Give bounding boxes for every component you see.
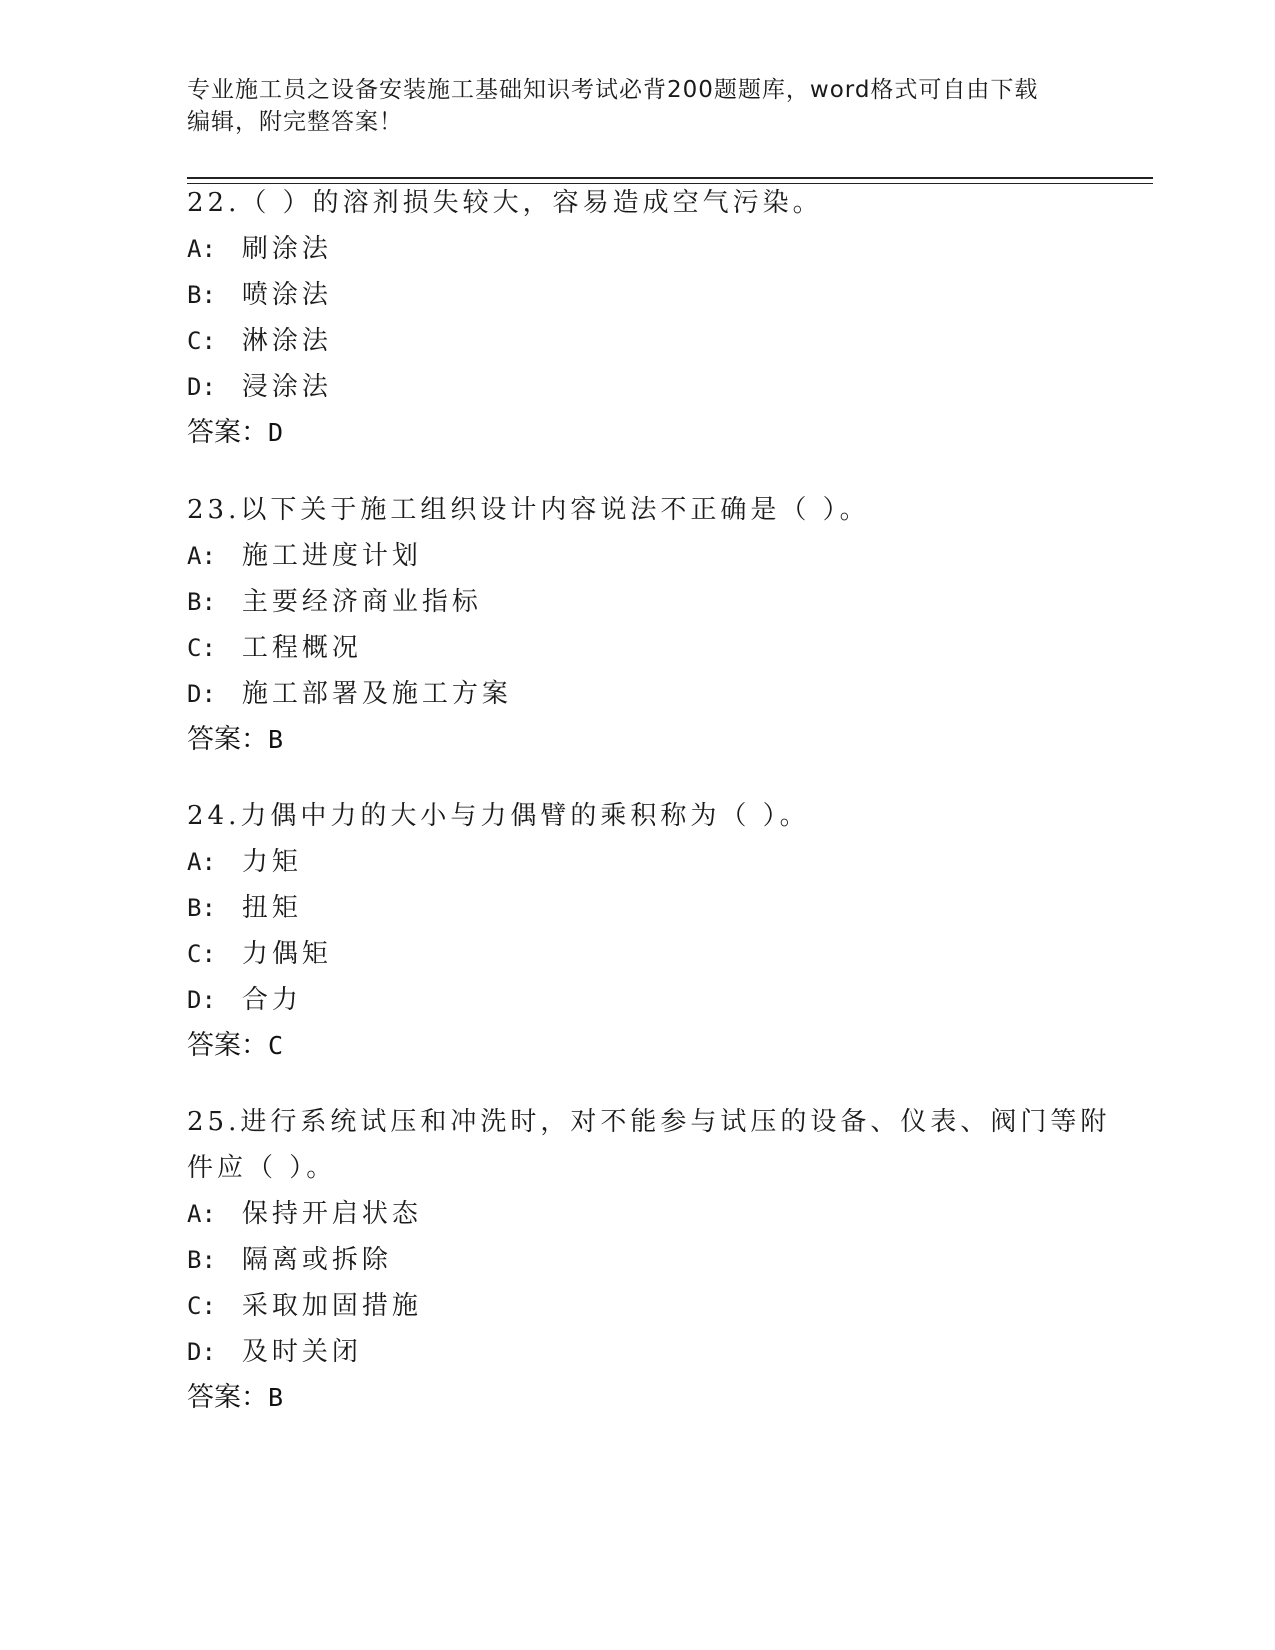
header-line-2: 编辑，附完整答案！ — [187, 109, 403, 135]
answer-value: B — [268, 725, 284, 754]
answer-value: D — [268, 418, 284, 447]
option-letter: D: — [187, 373, 216, 401]
option-letter: C: — [187, 634, 216, 662]
option-c — [187, 1283, 1087, 1329]
option-text: 扭矩 — [241, 893, 302, 923]
question-22 — [187, 180, 1087, 456]
option-text: 力偶矩 — [241, 939, 332, 969]
question-stem-line-2: 件应（ ）。 — [187, 1153, 337, 1183]
question-24 — [187, 793, 1087, 1069]
option-c — [187, 625, 1087, 671]
option-text: 力矩 — [241, 847, 302, 877]
answer-label: 答案： — [187, 1382, 268, 1413]
option-letter: C: — [187, 1292, 216, 1320]
option-letter: A: — [187, 848, 216, 876]
option-text: 主要经济商业指标 — [241, 587, 482, 617]
option-text: 及时关闭 — [241, 1337, 362, 1367]
option-text: 合力 — [241, 985, 302, 1015]
option-b — [187, 1237, 1087, 1283]
option-a — [187, 1191, 1087, 1237]
option-a — [187, 839, 1087, 885]
answer-line — [187, 717, 1087, 763]
answer-line — [187, 1023, 1087, 1069]
answer-value: B — [268, 1383, 284, 1412]
option-letter: A: — [187, 235, 216, 263]
question-23 — [187, 487, 1087, 763]
document-header — [187, 74, 1087, 138]
option-d — [187, 364, 1087, 410]
option-text: 隔离或拆除 — [241, 1245, 392, 1275]
option-text: 浸涂法 — [241, 372, 332, 402]
answer-label: 答案： — [187, 724, 268, 755]
option-text: 施工进度计划 — [241, 541, 422, 571]
answer-value: C — [268, 1031, 284, 1060]
option-text: 采取加固措施 — [241, 1291, 422, 1321]
option-d — [187, 977, 1087, 1023]
question-stem: 24.力偶中力的大小与力偶臂的乘积称为（ ）。 — [187, 801, 810, 831]
header-line-1: 专业施工员之设备安装施工基础知识考试必背200题题库，word格式可自由下载 — [187, 77, 1039, 103]
option-text: 保持开启状态 — [241, 1199, 422, 1229]
option-letter: C: — [187, 940, 216, 968]
option-d — [187, 1329, 1087, 1375]
option-text: 淋涂法 — [241, 326, 332, 356]
option-a — [187, 533, 1087, 579]
question-25 — [187, 1099, 1111, 1421]
option-b — [187, 272, 1087, 318]
option-letter: B: — [187, 894, 216, 922]
option-c — [187, 931, 1087, 977]
option-text: 施工部署及施工方案 — [241, 679, 512, 709]
question-stem: 23.以下关于施工组织设计内容说法不正确是（ ）。 — [187, 495, 870, 525]
option-b — [187, 885, 1087, 931]
option-letter: B: — [187, 1246, 216, 1274]
option-letter: B: — [187, 281, 216, 309]
answer-line — [187, 1375, 1087, 1421]
option-text: 刷涂法 — [241, 234, 332, 264]
answer-label: 答案： — [187, 1030, 268, 1061]
answer-label: 答案： — [187, 417, 268, 448]
option-letter: A: — [187, 1200, 216, 1228]
question-stem: 22.（ ）的溶剂损失较大，容易造成空气污染。 — [187, 188, 823, 218]
option-a — [187, 226, 1087, 272]
header-divider-thick — [187, 177, 1153, 179]
option-c — [187, 318, 1087, 364]
option-letter: B: — [187, 588, 216, 616]
option-text: 工程概况 — [241, 633, 362, 663]
option-letter: C: — [187, 327, 216, 355]
option-letter: D: — [187, 1338, 216, 1366]
answer-line — [187, 410, 1087, 456]
option-b — [187, 579, 1087, 625]
option-d — [187, 671, 1087, 717]
option-letter: D: — [187, 680, 216, 708]
question-stem-line-1: 25.进行系统试压和冲洗时，对不能参与试压的设备、仪表、阀门等附 — [187, 1107, 1111, 1137]
option-letter: D: — [187, 986, 216, 1014]
option-letter: A: — [187, 542, 216, 570]
option-text: 喷涂法 — [241, 280, 332, 310]
